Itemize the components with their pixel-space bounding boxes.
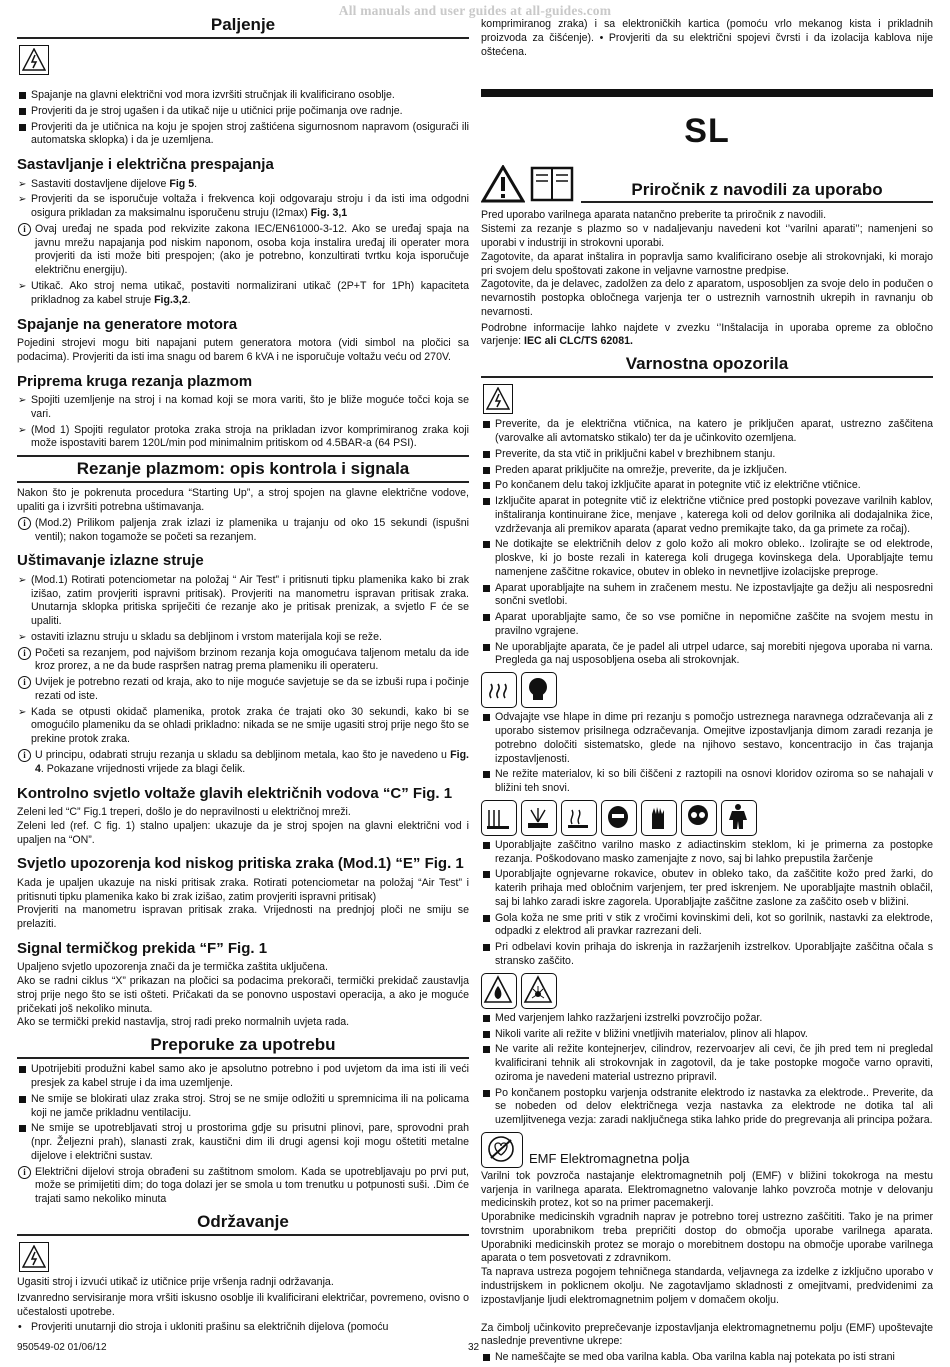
section-title-odrzavanje: Održavanje	[17, 1211, 469, 1236]
heading-signal: Signal termičkog prekida “F” Fig. 1	[17, 939, 268, 957]
list-item: Gola koža ne sme priti v stik z vročimi kovinskimi deli, kot so gorilnik, nastavki za elektrode, odpadki z elektrod ali pravkar razrezani deli.	[495, 911, 933, 938]
icon-row-ppe	[481, 800, 933, 836]
list-item: ➢ Provjeriti da se isporučuje voltaža i frekvenca koji odgovaraju stroju i da isti ima odgodni osigura prikladan za maksimalnu isporučenu struju (I2max) Fig. 3,1	[17, 193, 469, 221]
list-item: Odvajajte vse hlape in dime pri rezanju s pomočjo ustreznega naravnega odzračevanja ali z uporabo sistemov prisilnega odzračevanja. Omejitve izpostavljanja dimom zaradi rezanja je potrebno določiti sistematsko, glede na njihovo sestavo, koncentracijo in čas trajanja izpostavljenosti.	[495, 711, 933, 765]
list-item: Provjeriti da je stroj ugašen i da utikač nije u utičnici prije počimanja ove radnje.	[31, 104, 403, 117]
list-item: Ne smije se upotrebljavati stroj u prostorima gdje su prisutni plinovi, pare, sprovodni prah (npr. Željezni prah), slanasti zrak, kaustični dim ili drugi agensi koji mogu oštetiti metalne dijelove i električni sustav.	[31, 1122, 469, 1162]
manual-title: Priročnik z navodili za uporabo	[581, 179, 933, 203]
list-item: Po končanem postopku varjenja odstranite elektrodo iz nastavka za elektrode.. Preverite, da se nobeden od delov električnega vezja nastavka za elektrode ne dotika tal ali uzemljitvenega vezja: zaradi naključnega stika lahko pride do pregrevanja ali principa požara.	[495, 1086, 933, 1127]
paragraph: Pred uporabo varilnega aparata natančno preberite ta priročnik z navodili. Sistemi za rezanje s plazmo so v nadaljevanju navedeni kot ‘’varilni aparati’’; namenjeni so uporabi v industriji in strokovni uporabi. Zagotovite, da aparat inštalira in popravlja samo kvalificirano osebje ali strokovnjaki, ki morajo pri svojem delu spoštovati zakone in veljavne varnostne predpise. Zagotovite, da je delavec, zadolžen za delo z aparatom, usposobljen za svoje delo in podučen o nevarnostih postopka obločnega varjenja ter o ustreznih varnostnih ukrepih in ravnanju ob nevarnosti.	[481, 209, 933, 318]
paragraph: Ugasiti stroj i izvući utikač iz utičnice prije vršenja radnji održavanja.	[17, 1276, 334, 1289]
paragraph: Pojedini strojevi mogu biti napajani putem generatora motora (vidi simbol na pločici sa podacima). Provjeriti da isti ima snagu od barem 6 kVA i ne isporučuje voltažu veću od 270V.	[17, 337, 469, 363]
list-item: ➢ (Mod.1) Rotirati potenciometar na položaj “ Air Test” i pritisnuti tipku plamenika kako bi zrak izišao, zatim provjeriti ispravni pritisak). Provjeriti na manometru ispravan pritisak zraka. Unutarnja sklopka pritiska spriječiti će rezanje ako je pritisak prenizak, a svjetlo F će se upaliti.	[17, 574, 469, 629]
list-item: Preden aparat priključite na omrežje, preverite, da je izključen.	[495, 463, 788, 476]
right-column	[481, 0, 933, 1367]
emf-title: EMF Elektromagnetna polja	[529, 1150, 690, 1166]
list-item: Preverite, da je električna vtičnica, na katero je priključen aparat, ustrezno zaščitena (varovalke ali avtomatsko stikalo) ter da je učinkovito ozemljena.	[495, 418, 933, 444]
section-title-rezanje: Rezanje plazmom: opis kontrola i signala	[17, 455, 469, 483]
list-item: Ne dotikajte se električnih delov z golo kožo ali mokro obleko.. Izolirajte se od elektrode, ploskve, ki jo boste rezali in katerega koli drugega kovinskega dela. Uporabljajte temu namenjene zaščitne rokavice, obutev in obleko in nevnetljive izolacijske preproge.	[495, 538, 933, 578]
paragraph: Upaljeno svjetlo upozorenja znači da je termička zaštita uključena. Ako se radni ciklus “X” prikazan na pločici sa podacima prekorači, termički prekidač zaustavlja stroj prije nego što se isti ošteti. Pričakati da se ponovno uspostavi operacija, a ako je moguće pričekati još nekoliko minuta. Ako se termički prekid nastavlja, stroj radi preko normalnih uvjeta rada.	[17, 961, 469, 1029]
info-note: Električni dijelovi stroja obrađeni su zaštitnom smolom. Kada se upotrebljavaju po prvi put, može se primijetiti dim; do toga dolazi jer se smola u tom trenutku u potpunosti suši. .Dim će trajati samo nekoliko minuta	[35, 1165, 469, 1206]
footer-code: 950549-02 01/06/12	[17, 1342, 107, 1353]
goggles-icon	[681, 800, 717, 836]
list-item: Ne smije se blokirati ulaz zraka stroj. Stroj se ne smije odložiti u spremnicima ili na policama koji ne jamče prikladnu ventilaciju.	[31, 1092, 469, 1119]
list-item: ➢ ostaviti izlaznu struju u skladu sa debljinom i vrstom materijala koji se reže.	[17, 631, 469, 645]
heading-sastavljanje: Sastavljanje i električna prespajanja	[17, 156, 274, 174]
page-number: 32	[468, 1342, 480, 1353]
heading-priprema: Priprema kruga rezanja plazmom	[17, 372, 253, 390]
list-item: Uporabljajte ognjevarne rokavice, obutev in obleko tako, da zaščitite kožo pred žarki, do katerih prihaja med obločnim varjenjem, ter pred iskrenjem. Ne uporabljajte mastnih oblačil, saj bi lahko zaradi iskre zagorela. Uporabljajte zaščitne zaslone za zaščito oseb v bližini.	[495, 868, 933, 908]
list-item: Provjeriti da je utičnica na koju je spojen stroj zaštićena sigurnosnom napravom (osigurači ili automatska sklopka) i da je uzemljena.	[31, 120, 469, 147]
icon-row-fire	[481, 973, 933, 1009]
paragraph: Kada je upaljen ukazuje na niski pritisak zraka. Rotirati potenciometar na položaj “Air Test” i pritisnuti tipku plamenika kako bi zrak izišao, zatim provjeriti ispravni pritisak) Provjeriti na manometru ispravan pritisak zraka. Vrijednosti na prednjoj ploči ne smiju se prelaziti.	[17, 876, 469, 931]
section-divider	[481, 89, 933, 97]
paragraph: Za čimbolj učinkovito preprečevanje izpostavljanja elektromagnetnemu polju (EMF) upoštevajte naslednje preventivne ukrepe:	[481, 1321, 933, 1348]
list-item: Ne uporabljajte aparata, če je padel ali utrpel udarce, saj morebiti njegova uporaba ni varna. Pregleda ga naj usposobljena oseba ali strokovnjak.	[495, 640, 933, 667]
manual-icon	[529, 165, 575, 203]
emf-icon	[481, 1132, 523, 1168]
paragraph: Varilni tok povzroča nastajanje elektromagnetnih polj (EMF) v bližini tokokroga na mestu varjenja in varilnega aparata. Elektromagnetno valovanje lahko povzroča motnje v delovanju medicinskih protez, kot so na primer pacemakerji. Uporabnike medicinskih vgradnih naprav je potrebno torej ustrezno zaščititi. Tako je na primer tovrstnim uporabnikom treba prepričiti dostop do območja uporabe varilnega aparata. Uporabniki medicinskih protez se morajo o morebitnem dostopu na območje uporabe varilnega aparata o tem posvetovati z zdravnikom. Ta naprava ustreza pogojem tehničnega standarda, veljavnega za izdelke z izključno uporabo v industrijskem in poklicnem okolju. Ne zagotavljamo skladnosti z omejitvami, predvidenimi za izpostavljanje ljudi elektromagnetnim poljem v domačem okolju.	[481, 1169, 933, 1306]
fume-icon	[481, 672, 517, 708]
paragraph: Zeleni led “C” Fig.1 treperi, došlo je do nepravilnosti u električnoj mreži. Zeleni led (ref. C fig. 1) stalno upaljen: ukazuje da je stroj spojen na glavni električni vod i upaljen na “ON”.	[17, 806, 469, 846]
list-item: Pri odbelavi kovin prihaja do iskrenja in razžarjenih izstrelkov. Uporabljajte zaščitna očala s stransko zaščito.	[495, 941, 933, 967]
list-item: Ne varite ali režite kontejnerjev, cilindrov, rezervoarjev ali cevi, če jih pred tem ni pregledal kvalificirani tehnik ali strokovnjak in zagotovil, da je take postopke mogoče varno opraviti, oziroma je navedeni material ustrezno pripravil.	[495, 1043, 933, 1083]
list-item: ➢ Kada se otpusti okidač plamenika, protok zraka će trajati oko 30 sekundi, kako bi se omogućilo plameniku da se ohladi prikladno: nikada se ne smije ugasiti stroj prije nego što se prekine protok zraka.	[17, 706, 469, 747]
sparks-icon	[521, 800, 557, 836]
list-item: Spajanje na glavni električni vod mora izvršiti stručnjak ili kvalificirano osoblje.	[31, 89, 395, 102]
paragraph: Podrobne informacije lahko najdete v zvezku ‘’Inštalacija in uporaba opreme za obločno varjenje: IEC ali CLC/TS 62081.	[481, 321, 933, 348]
info-note: (Mod.2) Prilikom paljenja zrak izlazi iz plamenika u trajanju od oko 15 sekundi (ispušni ventil); nakon togamože se početi sa rezanjem.	[35, 516, 469, 543]
radiation-icon	[481, 800, 517, 836]
heading-ustimavanje: Uštimavanje izlazne struje	[17, 552, 204, 570]
icon-row-fumes	[481, 672, 933, 708]
explosion-icon	[521, 973, 557, 1009]
info-note: Početi sa rezanjem, pod najvišom brzinom rezanja koja omogućava taljenom metalu da ide kroz prorez, a ne da bude raspršen natrag prema plameniku ili operateru.	[35, 646, 469, 673]
list-item: Izključite aparat in potegnite vtič iz električne vtičnice pred postopki povezave varilnih kablov, inštaliranja kontinuirane žice, menjave , katerega koli od delov gorilnika ali dodajalnika žice, vzdrževanja ali premikov aparata (aparat vedno premikajte tako, da ga primete za ročaj).	[495, 495, 933, 535]
protective-suit-icon	[721, 800, 757, 836]
list-item: Aparat uporabljajte samo, če so vse pomične in nepomične zaščite na svojem mestu in pravilno vgrajene.	[495, 611, 933, 637]
mask-icon	[521, 672, 557, 708]
list-item: ➢ (Mod 1) Spojiti regulator protoka zraka stroja na prikladan izvor komprimiranog zraka koji može ispostaviti barem 120L/min pod minimalnim pritiskom od 4.5BAR-a (64 PSI).	[17, 424, 469, 452]
electric-hazard-icon	[483, 384, 513, 414]
heading-generatori: Spajanje na generatore motora	[17, 315, 238, 333]
left-column	[17, 0, 469, 1337]
section-title-preporuke: Preporuke za upotrebu	[17, 1034, 469, 1059]
heading-svjetlo: Svjetlo upozorenja kod niskog pritiska zraka (Mod.1) “E” Fig. 1	[17, 855, 464, 873]
list-item: Uporabljajte zaščitno varilno masko z adiactinskim steklom, ki je primerna za postopke rezanja. Poškodovano masko zamenjajte z novo, saj bi lahko prepustila žarčenje	[495, 838, 933, 865]
list-item: Aparat uporabljajte na suhem in zračenem mestu. Ne izpostavljajte ga dežju ali nesposredni sončni svetlobi.	[495, 581, 933, 608]
list-item: ➢ Spojiti uzemljenje na stroj i na komad koji se mora variti, što je bliže moguće točci koja se vari.	[17, 394, 469, 422]
section-title-paljenje: Paljenje	[17, 14, 469, 39]
list-item: Med varjenjem lahko razžarjeni izstrelki povzročijo požar.	[495, 1011, 763, 1024]
list-item: • Provjeriti unutarnji dio stroja i ukloniti prašinu sa električnih dijelova (pomoću	[17, 1321, 469, 1335]
warning-icon	[481, 165, 525, 203]
list-item: ➢ Utikač. Ako stroj nema utikač, postaviti normalizirani utikač (2P+T for 1Ph) kapaciteta prikladnog za kabel struje Fig.3,2.	[17, 280, 469, 308]
list-item: Ne nameščajte se med oba varilna kabla. Oba varilna kabla naj potekata po isti strani	[495, 1351, 895, 1364]
paragraph: komprimiranog zraka) i sa elektroničkih kartica (pomoću vrlo mekanog kista i prikladnih proizvoda za čišćenje). • Provjeriti da su električni spojevi čvrsti i da izolacija kablova nije oštećena.	[481, 18, 933, 58]
section-title-varnostna: Varnostna opozorila	[481, 353, 933, 378]
fire-icon	[481, 973, 517, 1009]
electric-hazard-icon	[19, 1242, 49, 1272]
info-note: Ovaj uređaj ne spada pod rekvizite zakona IEC/EN61000-3-12. Ako se uređaj spaja na javnu mrežu napajanja pod niskim naponom, osoba koja instalira uređaj ili operater mora provjeriti da isti može biti prespojen; (ako je potrebno, konzultirati tvrtku koja isporučuje električnu energiju).	[35, 222, 469, 277]
watermark: All manuals and user guides at all-guides.com	[338, 3, 612, 18]
paragraph: Izvanredno servisiranje mora vršiti iskusno osoblje ili kvalificirani električar, povremeno, ovisno o učestalosti upotrebe.	[17, 1291, 469, 1318]
list-item: Upotrijebiti produžni kabel samo ako je apsolutno potrebno i pod uvjetom da ima isti ili veći presjek za kabel struje i da ima uzemljenje.	[31, 1063, 469, 1090]
list-item: Preverite, da sta vtič in priključni kabel v brezhibnem stanju.	[495, 447, 776, 460]
hot-surface-icon	[561, 800, 597, 836]
electric-hazard-icon	[19, 45, 49, 75]
list-item: Nikoli varite ali režite v bližini vnetljivih materialov, plinov ali hlapov.	[495, 1027, 808, 1040]
list-item: Ne režite materialov, ki so bili čiščeni z raztopili na osnovi kloridov oziroma so se nahajali v bližini teh snovi.	[495, 768, 933, 795]
list-item: Po končanem delu takoj izključite aparat in potegnite vtič iz električne vtičnice.	[495, 479, 861, 492]
heading-kontrolno: Kontrolno svjetlo voltaže glavih električnih vodova “C” Fig. 1	[17, 784, 453, 802]
paragraph: Nakon što je pokrenuta procedura “Starting Up”, a stroj spojen na glavne električne vodove, upaliti ga i izvršiti potrebna uštimavanja.	[17, 487, 469, 513]
list-item: ➢ Sastaviti dostavljene dijelove Fig 5.	[17, 178, 469, 192]
language-code: SL	[684, 112, 730, 151]
info-note: U principu, odabrati struju rezanja u skladu sa debljinom metala, kao što je navedeno u Fig. 4. Pokazane vrijednosti vrijede za blagi čelik.	[35, 748, 469, 775]
info-note: Uvijek je potrebno rezati od kraja, ako to nije moguće savjetuje se da se izbuši rupa i počinje rezati od iste.	[35, 676, 469, 702]
helmet-icon	[601, 800, 637, 836]
gloves-icon	[641, 800, 677, 836]
